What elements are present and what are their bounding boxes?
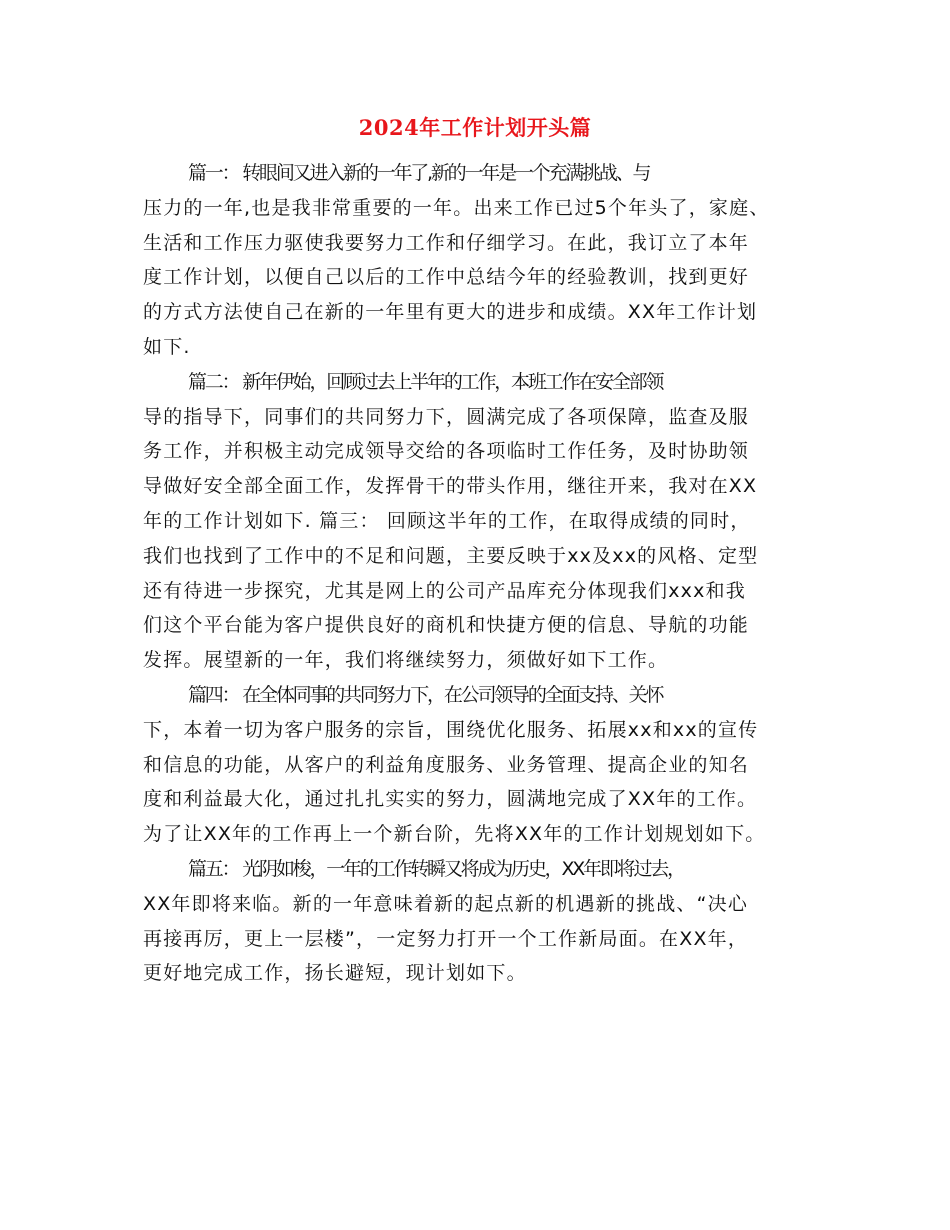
paragraph-line: 还有待进一步探究，尤其是网上的公司产品库充分体现我们xxx和我 — [143, 579, 746, 602]
paragraph-line: 们这个平台能为客户提供良好的商机和快捷方便的信息、导航的功能 — [143, 614, 750, 637]
paragraph-line: 生活和工作压力驱使我要努力工作和仔细学习。在此，我订立了本年 — [143, 231, 750, 254]
document-title: 2024年工作计划开头篇 — [358, 115, 592, 140]
paragraph-line: 的方式方法使自己在新的一年里有更大的进步和成绩。XX年工作计划 — [143, 301, 758, 324]
paragraph-first-line: 篇一： 转眼间又进入新的一年了,新的一年是一个充满挑战、与 — [188, 162, 650, 184]
paragraph-first-line: 篇二： 新年伊始，回顾过去上半年的工作，本班工作在安全部领 — [188, 370, 663, 393]
paragraph-first-line: 篇四： 在全体同事的共同努力下，在公司领导的全面支持、关怀 — [188, 683, 663, 706]
paragraph-line: 为了让XX年的工作再上一个新台阶，先将XX年的工作计划规划如下。 — [143, 823, 766, 846]
paragraph-line: 下，本着一切为客户服务的宗旨，围绕优化服务、拓展xx和xx的宣传 — [143, 718, 759, 741]
paragraph-line: 导做好安全部全面工作，发挥骨干的带头作用，继往开来，我对在XX — [143, 475, 758, 498]
paragraph-first-line: 篇五： 光阴如梭，一年的工作转瞬又将成为历史，XX年即将过去， — [188, 857, 684, 880]
paragraph-line: 压力的一年,也是我非常重要的一年。出来工作已过5个年头了，家庭、 — [143, 196, 770, 219]
paragraph-line: 更好地完成工作，扬长避短，现计划如下。 — [143, 962, 527, 985]
paragraph-line: 度和利益最大化，通过扎扎实实的努力，圆满地完成了XX年的工作。 — [143, 788, 758, 811]
paragraph-line: 和信息的功能，从客户的利益角度服务、业务管理、提高企业的知名 — [143, 753, 750, 776]
paragraph-line: 再接再厉，更上一层楼”，一定努力打开一个工作新局面。在XX年， — [143, 927, 749, 950]
paragraph-line: 年的工作计划如下. 篇三： 回顾这半年的工作，在取得成绩的同时， — [143, 509, 751, 532]
paragraph-line: 我们也找到了工作中的不足和问题，主要反映于xx及xx的风格、定型 — [143, 544, 759, 567]
paragraph-line: 导的指导下，同事们的共同努力下，圆满完成了各项保障，监查及服 — [143, 405, 750, 428]
paragraph-line: 如下. — [143, 335, 191, 358]
document-body — [143, 156, 843, 991]
paragraph-line: XX年即将来临。新的一年意味着新的起点新的机遇新的挑战、“决心 — [143, 892, 749, 915]
paragraph-line: 度工作计划，以便自己以后的工作中总结今年的经验教训，找到更好 — [143, 266, 750, 289]
paragraph-line: 发挥。展望新的一年，我们将继续努力，须做好如下工作。 — [143, 649, 669, 672]
paragraph-line: 务工作，并积极主动完成领导交给的各项临时工作任务，及时协助领 — [143, 440, 750, 463]
